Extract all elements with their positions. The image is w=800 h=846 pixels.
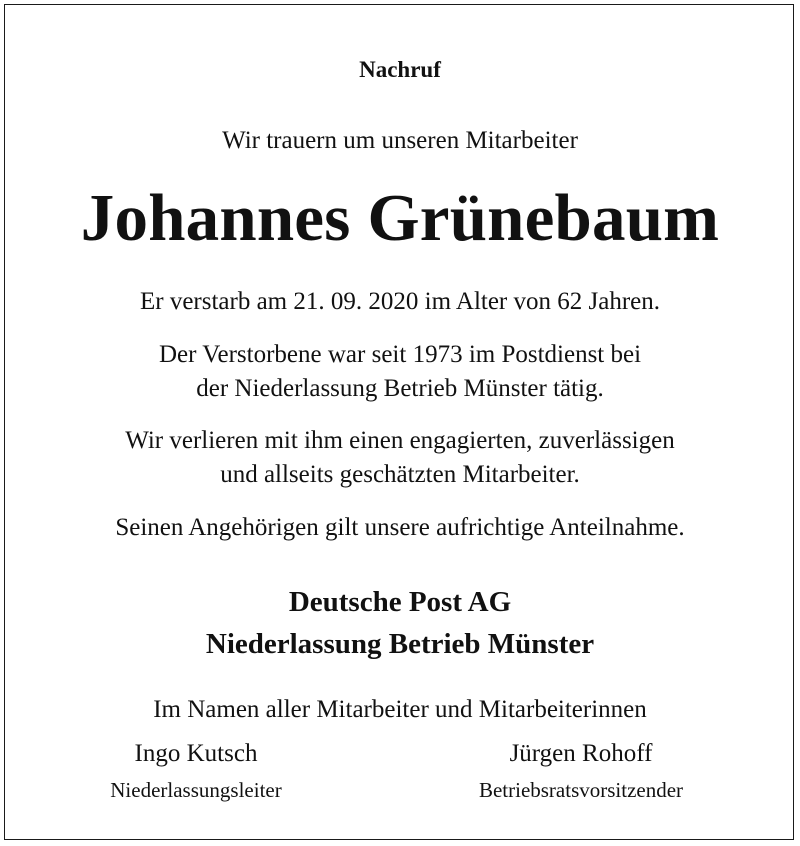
company-branch: Niederlassung Betrieb Münster bbox=[205, 628, 595, 660]
service-line-2: der Niederlassung Betrieb Münster tätig. bbox=[196, 375, 604, 402]
on-behalf-line: Im Namen aller Mitarbeiter und Mitarbeiterinnen bbox=[153, 696, 647, 723]
condolence-line: Seinen Angehörigen gilt unsere aufrichtige Anteilnahme. bbox=[115, 514, 685, 541]
deceased-name: Johannes Grünebaum bbox=[80, 181, 720, 255]
death-notice: Er verstarb am 21. 09. 2020 im Alter von 62 Jahren. bbox=[139, 288, 661, 315]
signatory-name: Ingo Kutsch bbox=[134, 740, 258, 767]
company-name: Deutsche Post AG bbox=[288, 586, 512, 618]
intro-line: Wir trauern um unseren Mitarbeiter bbox=[222, 127, 578, 154]
tribute-line-1: Wir verlieren mit ihm einen engagierten, zuverlässigen bbox=[125, 427, 675, 454]
signatory-role: Betriebsratsvorsitzender bbox=[478, 778, 684, 802]
signatory-name: Jürgen Rohoff bbox=[509, 740, 653, 767]
signatory-role: Niederlassungsleiter bbox=[110, 778, 282, 802]
obituary-heading: Nachruf bbox=[359, 57, 441, 82]
tribute-line-2: und allseits geschätzten Mitarbeiter. bbox=[220, 461, 580, 488]
service-line-1: Der Verstorbene war seit 1973 im Postdienst bei bbox=[158, 341, 642, 368]
